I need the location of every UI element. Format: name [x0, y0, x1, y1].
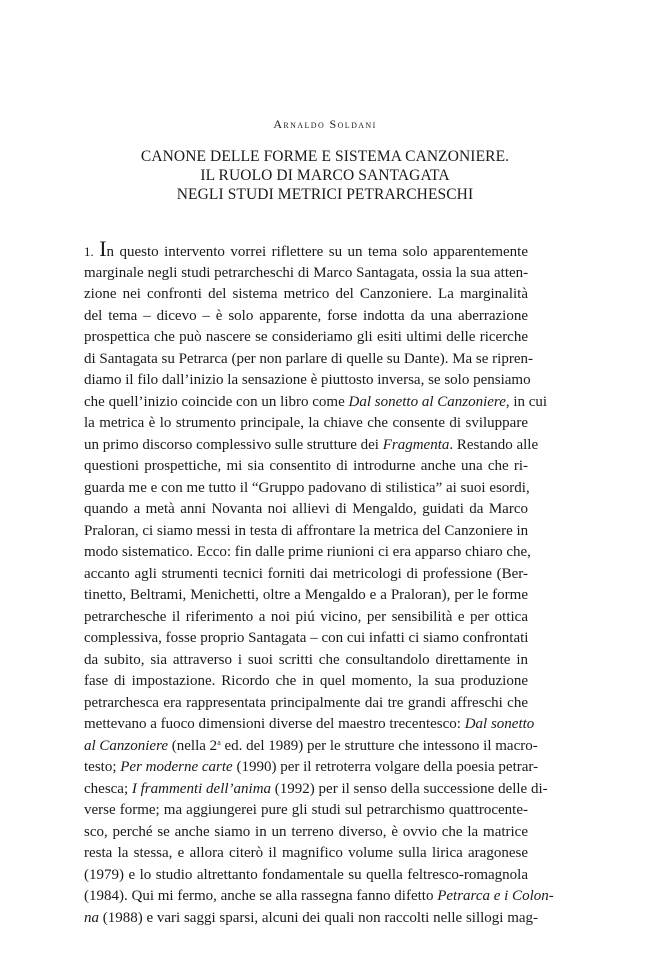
section-number: 1.	[84, 244, 94, 259]
text-segment: verse forme; ma aggiungerei pure gli studi sul petrarchismo quattrocente-	[84, 802, 528, 818]
text-segment: accanto agli strumenti tecnici forniti dai metricologi di professione (Ber-	[84, 565, 528, 582]
text-segment: fase di impostazione. Ricordo che in quel momento, la sua produzione	[84, 673, 528, 689]
text-segment: resta la stessa, e allora citerò il magnifico volume sulla lirica aragonese	[84, 845, 528, 861]
italic-title: Per moderne carte	[120, 759, 233, 775]
text-segment: guarda me e con me tutto il “Gruppo padovano di stilistica” ai suoi esordi,	[84, 479, 530, 496]
text-segment: la metrica è lo strumento principale, la chiave che consente di sviluppare	[84, 415, 528, 431]
text-line	[84, 564, 528, 586]
text-segment: prospettica che può nascere se consideriamo gli esiti ultimi delle ricerche	[84, 329, 528, 345]
text-segment: modo sistematico. Ecco: fin dalle prime riunioni ci era apparso chiaro che,	[84, 544, 531, 560]
text-segment: marginale negli studi petrarcheschi di Marco Santagata, ossia la sua atten-	[84, 264, 529, 281]
text-line	[84, 435, 539, 457]
text-segment: n questo intervento vorrei riflettere su un tema solo apparentemente	[106, 244, 529, 260]
author-name: Arnaldo Soldani	[273, 117, 377, 131]
text-line	[84, 908, 539, 930]
superscript: a	[217, 737, 221, 747]
text-segment: da subito, sia attraverso i suoi scritti che consultandolo direttamente in	[84, 651, 528, 668]
body-paragraph	[84, 236, 554, 929]
text-line	[84, 693, 528, 715]
text-line	[84, 236, 529, 263]
text-line	[84, 671, 528, 693]
text-segment: quando a metà anni Novanta noi allievi di Mengaldo, guidati da Marco	[84, 501, 528, 517]
text-segment: , in cui	[505, 393, 548, 410]
text-line	[84, 865, 528, 887]
text-line	[84, 306, 528, 328]
text-segment: (nella 2	[168, 737, 218, 754]
text-segment: ed. del 1989) per le strutture che intessono il macro-	[220, 737, 538, 754]
text-segment: (1979) e lo studio altrettanto fondamentale su quella feltresco-romagnola	[84, 866, 528, 883]
text-segment: (1984). Qui mi fermo, anche se alla rassegna fanno difetto	[84, 888, 438, 904]
italic-title: Fragmenta	[382, 436, 450, 453]
italic-title: Dal sonetto al Canzoniere	[348, 393, 506, 410]
text-line	[84, 585, 528, 607]
text-segment: chesca;	[84, 780, 132, 797]
text-segment: un primo discorso complessivo sulle strutture dei	[84, 436, 383, 453]
text-segment: che quell’inizio coincide con un libro come	[84, 393, 349, 410]
text-line	[84, 607, 528, 629]
italic-title: al Canzoniere	[84, 737, 169, 754]
text-segment: tinetto, Beltrami, Menichetti, oltre a Mengaldo e a Praloran), per le forme	[84, 587, 528, 603]
text-line	[84, 327, 528, 349]
text-segment: testo;	[84, 759, 121, 775]
text-line	[84, 521, 528, 543]
text-segment: diamo il filo dall’inizio la sensazione è piuttosto inversa, se solo pensiamo	[84, 372, 531, 388]
text-line	[84, 456, 528, 478]
italic-title: Dal sonetto	[464, 716, 535, 732]
text-segment: complessiva, fosse proprio Santagata – con cui infatti ci siamo confrontati	[84, 630, 529, 646]
text-line	[84, 736, 538, 758]
text-segment: sco, perché se anche siamo in un terreno diverso, è ovvio che la matrice	[84, 823, 528, 840]
text-segment: (1992) per il senso della successione delle di-	[271, 780, 548, 797]
text-line	[84, 413, 528, 435]
text-line	[84, 263, 528, 285]
text-segment: petrarchesca era rappresentata principalmente dai tre grandi affreschi che	[84, 694, 528, 711]
text-line	[84, 349, 533, 371]
text-line	[84, 822, 528, 844]
italic-title: I frammenti dell’anima	[131, 780, 272, 797]
title-line: IL RUOLO DI MARCO SANTAGATA	[200, 167, 450, 184]
text-line	[84, 284, 528, 306]
text-segment: (1988) e vari saggi sparsi, alcuni dei quali non raccolti nelle sillogi mag-	[99, 909, 539, 926]
text-line	[84, 843, 528, 865]
text-line	[84, 714, 535, 736]
text-line	[84, 779, 548, 801]
text-line	[84, 886, 554, 908]
text-line	[84, 370, 531, 392]
text-line	[84, 800, 528, 822]
title-line: NEGLI STUDI METRICI PETRARCHESCHI	[176, 186, 474, 203]
text-line	[84, 499, 528, 521]
text-line	[84, 757, 539, 779]
text-segment: mettevano a fuoco dimensioni diverse del maestro trecentesco:	[84, 716, 465, 732]
text-line	[84, 392, 548, 414]
drop-cap: I	[99, 236, 107, 261]
text-segment: petrarchesche il riferimento a noi piú vicino, per sensibilità e per ottica	[84, 608, 528, 625]
text-line	[84, 628, 528, 650]
text-segment: di Santagata su Petrarca (per non parlare di quelle su Dante). Ma se ripren-	[84, 350, 533, 367]
italic-title: na	[84, 909, 99, 926]
text-line	[84, 478, 528, 500]
text-segment: del tema – dicevo – è solo apparente, forse indotta da una aberrazione	[84, 307, 528, 324]
text-segment: Praloran, ci siamo messi in testa di affrontare la metrica del Canzoniere in	[84, 522, 529, 539]
text-line	[84, 650, 528, 672]
italic-title: Petrarca e i Colon-	[437, 888, 554, 904]
text-segment: (1990) per il retroterra volgare della poesia petrar-	[232, 759, 539, 775]
text-segment: questioni prospettiche, mi sia consentito di introdurne anche una che ri-	[84, 458, 528, 474]
text-segment: zione nei confronti del sistema metrico del Canzoniere. La marginalità	[84, 286, 528, 302]
text-line	[84, 542, 531, 564]
article-title	[0, 147, 650, 204]
text-segment: . Restando alle	[449, 436, 539, 453]
title-line: CANONE DELLE FORME E SISTEMA CANZONIERE.	[140, 148, 510, 165]
